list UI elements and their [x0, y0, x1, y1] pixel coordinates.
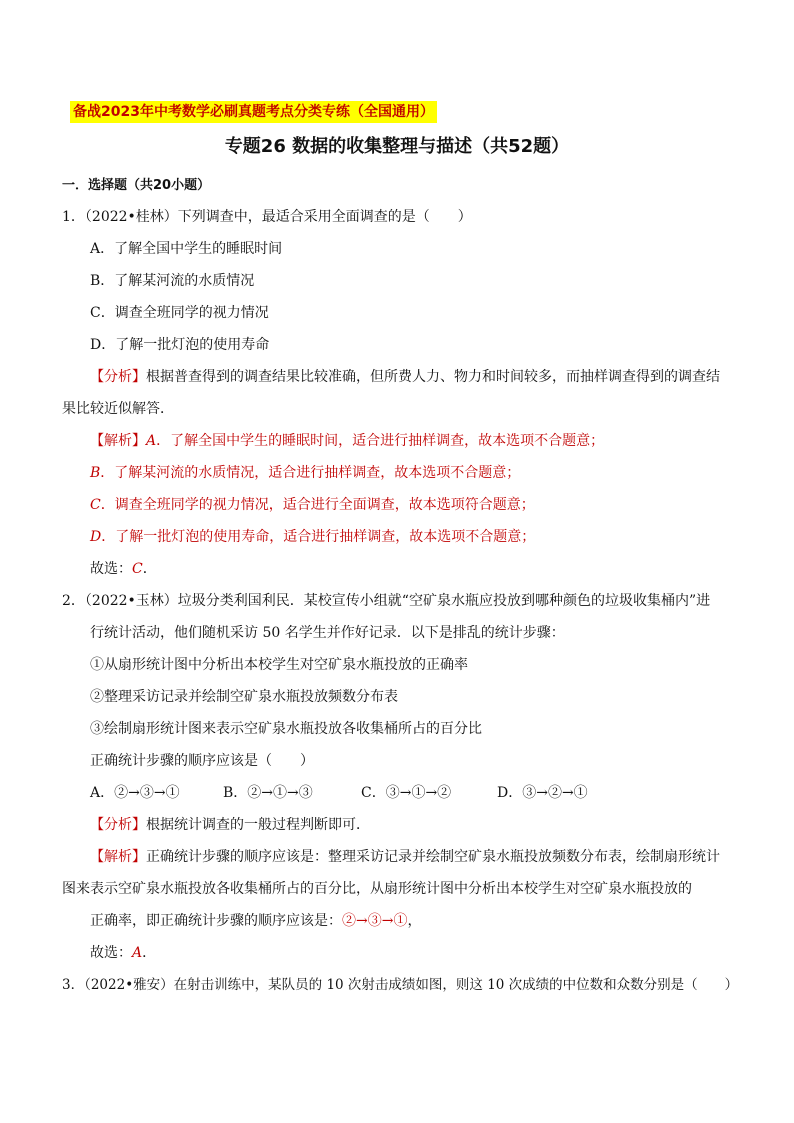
q2-option-c: C．③→①→②	[361, 785, 452, 801]
q2-option-a: A．②→③→①	[90, 785, 180, 801]
q1-analysis-line-2: 果比较近似解答．	[62, 401, 174, 417]
analysis-tag: 【分析】	[90, 369, 146, 385]
solution-highlight: ②→③→①	[342, 913, 408, 929]
q2-step-1: ①从扇形统计图中分析出本校学生对空矿泉水瓶投放的正确率	[90, 657, 468, 673]
section-heading: 一．选择题（共20小题）	[62, 178, 211, 193]
q3-stem: 3．（2022•雅安）在射击训练中，某队员的 10 次射击成绩如图，则这 10 次成绩的中位数和众数分别是（ ）	[62, 977, 739, 993]
answer-letter: A	[132, 945, 143, 961]
q1-option-b: B．了解某河流的水质情况	[90, 273, 255, 289]
analysis-text: 根据普查得到的调查结果比较准确，但所费人力、物力和时间较多，而抽样调查得到的调查结	[146, 369, 720, 385]
q2-stem-line-2: 行统计活动，他们随机采访 50 名学生并作好记录．以下是排乱的统计步骤：	[90, 625, 565, 641]
solution-text: 正确率，即正确统计步骤的顺序应该是：	[90, 913, 342, 929]
solution-text: ．了解一批灯泡的使用寿命，适合进行抽样调查，故本选项不合题意；	[101, 529, 536, 545]
q1-option-d: D．了解一批灯泡的使用寿命	[90, 337, 270, 353]
answer-suffix: ．	[142, 561, 157, 577]
q1-option-c: C．调查全班同学的视力情况	[90, 305, 269, 321]
solution-text: 正确统计步骤的顺序应该是：整理采访记录并绘制空矿泉水瓶投放频数分布表，绘制扇形统计	[146, 849, 720, 865]
solution-tag: 【解析】	[90, 849, 146, 865]
q1-solution-line-d	[90, 526, 535, 548]
q1-solution-line-a	[90, 430, 604, 452]
series-banner: 备战2023年中考数学必刷真题考点分类专练（全国通用）	[70, 101, 437, 123]
analysis-tag: 【分析】	[90, 817, 146, 833]
q2-analysis	[90, 814, 370, 836]
q2-solution-line-2: 图来表示空矿泉水瓶投放各收集桶所占的百分比，从扇形统计图中分析出本校学生对空矿泉水瓶投放的	[62, 881, 692, 897]
answer-letter: C	[132, 561, 143, 577]
q1-analysis-line-1	[90, 366, 720, 388]
answer-prefix: 故选：	[90, 945, 132, 961]
q1-option-a: A．了解全国中学生的睡眠时间	[90, 241, 283, 257]
solution-text: ．调查全班同学的视力情况，适合进行全面调查，故本选项符合题意；	[100, 497, 535, 513]
q1-solution-line-b	[90, 462, 520, 484]
solution-letter: B	[90, 465, 101, 481]
q2-answer	[90, 942, 156, 964]
q1-stem: 1．（2022•桂林）下列调查中，最适合采用全面调查的是（ ）	[62, 209, 472, 225]
analysis-text: 根据统计调查的一般过程判断即可．	[146, 817, 370, 833]
q2-option-d: D．③→②→①	[497, 785, 588, 801]
q2-solution-line-1	[90, 846, 720, 868]
solution-text: ．了解某河流的水质情况，适合进行抽样调查，故本选项不合题意；	[100, 465, 521, 481]
q2-stem-line-1: 2．（2022•玉林）垃圾分类利国利民．某校宣传小组就“空矿泉水瓶应投放到哪种颜色的垃圾收集桶内”进	[62, 593, 711, 609]
answer-prefix: 故选：	[90, 561, 132, 577]
page-title: 专题26 数据的收集整理与描述（共52题）	[224, 136, 570, 157]
q2-question: 正确统计步骤的顺序应该是（ ）	[90, 753, 314, 769]
q1-solution-line-c	[90, 494, 535, 516]
q2-option-b: B．②→①→③	[223, 785, 313, 801]
solution-end: ，	[407, 913, 422, 929]
q1-answer	[90, 558, 157, 580]
solution-letter: A	[146, 433, 157, 449]
q2-step-3: ③绘制扇形统计图来表示空矿泉水瓶投放各收集桶所占的百分比	[90, 721, 482, 737]
solution-letter: D	[90, 529, 102, 545]
solution-tag: 【解析】	[90, 433, 146, 449]
q2-step-2: ②整理采访记录并绘制空矿泉水瓶投放频数分布表	[90, 689, 398, 705]
solution-letter: C	[90, 497, 101, 513]
q2-solution-line-3	[90, 910, 421, 932]
solution-text: ．了解全国中学生的睡眠时间，适合进行抽样调查，故本选项不合题意；	[156, 433, 605, 449]
answer-suffix: ．	[142, 945, 157, 961]
